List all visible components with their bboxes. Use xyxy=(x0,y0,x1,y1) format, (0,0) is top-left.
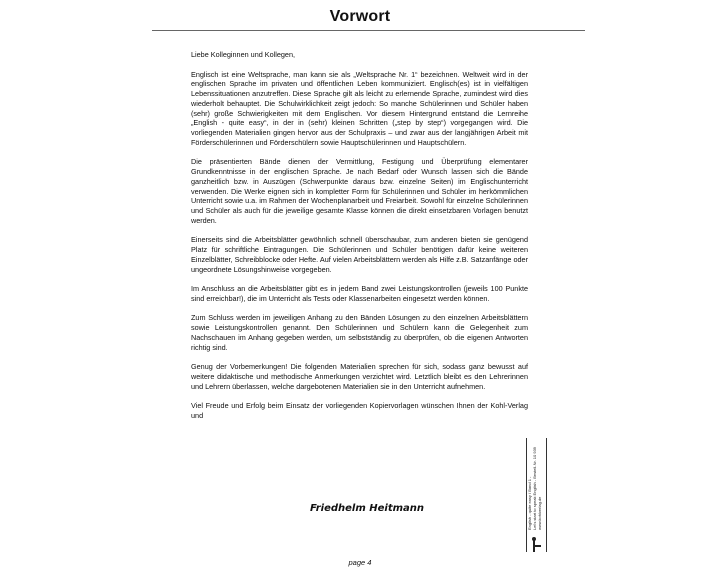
preface-body xyxy=(191,50,528,430)
paragraph-2: Die präsentierten Bände dienen der Vermittlung, Festigung und Überprüfung elementarer Grundkenntnisse in der englischen Sprache. Je nach Bedarf oder Wunsch lassen sich die Bände ganzheitlich bzw. in Auszügen (Schwerpunkte daraus bzw. einzelne Seiten) im Englischunterricht verwenden. Die Werke eignen sich in kompletter Form für Schülerinnen und Schüler im herkömmlichen Unterricht sowie u.a. im Rahmen der Wochenplanarbeit und Freiarbeit. Sowohl für einzelne Schülerinnen und Schüler als auch für die jeweilige gesamte Klasse können die direkt einsetzbaren Vorlagen benutzt werden. xyxy=(191,157,528,225)
title-rule xyxy=(152,30,585,31)
paragraph-5: Zum Schluss werden im jeweiligen Anhang zu den Bänden Lösungen zu den einzelnen Arbeitsblättern sowie Leistungskontrollen genannt. Den Schülerinnen und Schülern kann die Gelegenheit zum Nachschauen im Anhang gegeben werden, um selbstständig zu überprüfen, ob die eigenen Antworten richtig sind. xyxy=(191,313,528,352)
paragraph-3: Einerseits sind die Arbeitsblätter gewöhnlich schnell überschaubar, zum anderen bieten sie genügend Platz für schriftliche Eintragungen. Die Schülerinnen und Schüler benötigen dafür keine weiteren Einzelblätter, Schreibblocke oder Hefte. Auf vielen Arbeitsblättern werden als Hilfe z.B. Satzanfänge oder ungeordnete Lösungshinweise vorgegeben. xyxy=(191,235,528,274)
side-strip-line-1: English - quite easy / Band 1 - xyxy=(527,476,532,530)
publisher-side-strip xyxy=(522,438,550,560)
paragraph-1: Englisch ist eine Weltsprache, man kann sie als „Weltsprache Nr. 1“ bezeichnen. Weltweit wird in der englischen Sprache im privaten und öffentlichen Leben kommuniziert. Englisch(es) ist in vielfältigen Lebenssituationen anzutreffen. Diese Sprache gilt als leicht zu erlernende Sprache, zumindest wird dies wiederholt behauptet. Die Schulwirklichkeit zeigt jedoch: So manche Schülerinnen und Schüler haben (sehr) große Schwierigkeiten mit dem Englischen. Vor diesem Hintergrund entstand die Lernreihe „English - quite easy“, in der in (sehr) kleinen Schritten („step by step“) vorgegangen wird. Die vorliegenden Materialien gingen hervor aus der Schulpraxis – und zwar aus der langjährigen Arbeit mit Förderschülerinnen und Förderschülern sowie Hauptschülerinnen und Hauptschülern. xyxy=(191,69,528,147)
paragraph-7: Viel Freude und Erfolg beim Einsatz der vorliegenden Kopiervorlagen wünschen Ihnen der Kohl-Verlag und xyxy=(191,401,528,420)
side-strip-text xyxy=(527,440,542,530)
publisher-logo-icon xyxy=(528,536,542,554)
page-title: Vorwort xyxy=(329,8,391,25)
side-strip-line xyxy=(546,438,547,552)
paragraph-6: Genug der Vorbemerkungen! Die folgenden Materialien sprechen für sich, sodass ganz bewusst auf weitere didaktische und methodische Anmerkungen verzichtet wird. Letztlich bleibt es den Lehrerinnen und Lehrern überlassen, welche dargebotenen Materialien sie in den Unterricht aufnehmen. xyxy=(191,362,528,391)
side-strip-url: www.kohlverlag.de xyxy=(537,496,542,530)
signature: Friedhelm Heitmann xyxy=(309,503,425,514)
side-strip-line-2: Let's start to speak English - Bestell-Nr. 10 939 xyxy=(532,446,537,530)
paragraph-4: Im Anschluss an die Arbeitsblätter gibt es in jedem Band zwei Leistungskontrollen (jeweils 100 Punkte sind erreichbar!), die im Unterricht als Tests oder Klassenarbeiten eingesetzt werden können. xyxy=(191,284,528,303)
page-number: page 4 xyxy=(348,558,372,567)
salutation: Liebe Kolleginnen und Kollegen, xyxy=(191,50,296,59)
